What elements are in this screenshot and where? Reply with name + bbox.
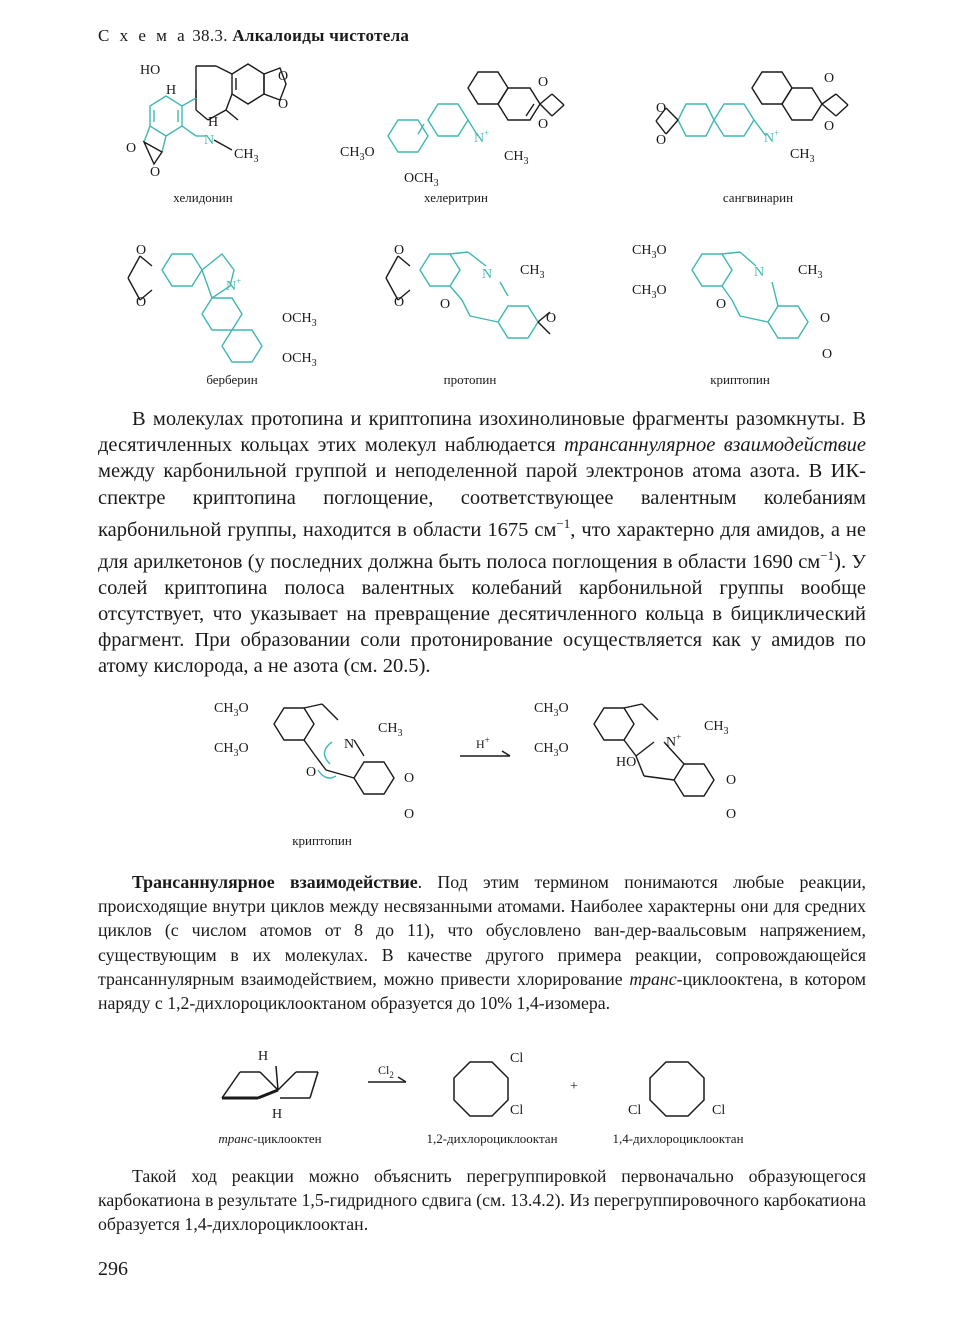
- text-span: ). У солей криптопина полоса валентных колебаний карбонильной группы вообще отсутствует, что указывает на превращение десятичленного кольца в бициклический фрагмент. При образовании соли протонирование осуществляется как у амидов по атому кислорода, а не азота (см. 20.5).: [98, 550, 866, 678]
- methoxy-label: CH: [340, 145, 360, 160]
- term-italic: трансаннулярное взаимодействие: [563, 434, 866, 457]
- text-span: . Под этим термином понимаются любые реакции, происходящие внутри циклов между несвязанными атомами. Наиболее характерны они для средних циклов (с числом атомов от 8 до 11), что обусловлено ван-дер-ваальсовым напряжением, существующим в их молекулах. В качестве другого примера реакции, сопровождающейся трансаннулярным взаимодействием, можно привести хлорирование: [98, 872, 866, 989]
- scheme-caption: [98, 26, 409, 46]
- methoxy-label: [632, 243, 667, 261]
- methoxy-label: CH: [632, 243, 652, 258]
- oxygen-label: O: [558, 701, 569, 716]
- methoxy-label: [214, 741, 249, 759]
- methyl-label: CH: [790, 147, 810, 162]
- oxygen-label: O: [538, 75, 549, 90]
- oxygen-label: O: [546, 311, 557, 326]
- chlorine-reagent: Cl: [378, 1063, 390, 1077]
- subscript: 3: [433, 178, 439, 189]
- scheme-title: Алкалоиды чистотела: [232, 26, 410, 45]
- caption-trans-cyclooctene: [170, 1131, 370, 1147]
- charge: +: [484, 128, 490, 138]
- caption-protopine: протопин: [443, 372, 497, 387]
- oxygen-label: O: [394, 243, 405, 258]
- oxygen-label: O: [656, 283, 667, 298]
- methoxy-label: [282, 351, 317, 369]
- text-span: В молекулах протопина и криптопина изохинолиновые фрагменты разомкнуты. В десятичленных кольцах этих молекул наблюдается: [98, 408, 866, 457]
- oxygen-label: O: [404, 771, 415, 786]
- charge: +: [236, 276, 242, 286]
- nitrogen-label: [666, 732, 681, 750]
- oxygen-label: O: [824, 71, 835, 86]
- nitrogen-label: N: [344, 737, 355, 752]
- subscript: 3: [253, 154, 259, 165]
- text-span: , что характерно для амидов, а не для арилкетонов (у последних должна быть полоса поглощения в области 1690 см: [98, 518, 866, 573]
- methoxy-label: [214, 701, 249, 719]
- oxygen-label: O: [656, 133, 667, 148]
- text-span: -циклооктена, в котором наряду с 1,2-дихлороциклооктаном образуется до 10% 1,4-изомера.: [98, 968, 867, 1014]
- methyl-label: [520, 263, 544, 281]
- proton-label: H: [476, 737, 485, 751]
- oxygen-label: O: [716, 297, 727, 312]
- methoxy-label: [534, 701, 569, 719]
- paragraph-text: Такой ход реакции можно объяснить перегруппировкой первоначально образующегося карбокатиона в результате 1,5-гидридного сдвига (см. 13.4.2). Из перегруппировочного карбокатиона образуется 1,4-дихлороциклооктан.: [98, 1166, 866, 1235]
- caption-cryptopine-reaction: криптопин: [292, 833, 352, 848]
- berberine-structure: [112, 236, 342, 376]
- hydrogen-label: H: [258, 1049, 269, 1064]
- compound-name: циклооктен: [257, 1131, 322, 1146]
- oxygen-label: O: [824, 119, 835, 134]
- chlorine-label: Cl: [712, 1103, 726, 1118]
- protopine-structure: [370, 236, 590, 376]
- methyl-label: [378, 721, 402, 739]
- nitrogen-label: [764, 128, 779, 146]
- nitrogen-label: [474, 128, 489, 146]
- methyl-label: CH: [704, 719, 724, 734]
- methyl-label: [798, 263, 822, 281]
- oxygen-label: O: [538, 117, 549, 132]
- cryptopine-structure: [632, 236, 862, 376]
- oxygen-label: O: [394, 295, 405, 310]
- paragraph-hydride-shift: [98, 1164, 866, 1237]
- paragraph-transannular: [98, 870, 866, 1015]
- methyl-label: CH: [798, 263, 818, 278]
- methyl-label: [504, 149, 528, 167]
- methoxy-label: OCH: [282, 351, 312, 366]
- scheme-number: 38.3.: [192, 26, 228, 45]
- oxygen-label: O: [238, 701, 249, 716]
- caption-chelidonine: хелидонин: [173, 190, 233, 205]
- methoxy-label: CH: [534, 741, 554, 756]
- subscript: 3: [397, 728, 403, 739]
- plus-sign: +: [570, 1079, 578, 1094]
- nitrogen-label: N: [204, 133, 215, 148]
- nitrogen-label: N: [754, 265, 765, 280]
- charge: +: [774, 128, 780, 138]
- caption-sanguinarine: сангвинарин: [722, 190, 794, 205]
- methoxy-label: CH: [214, 701, 234, 716]
- nitrogen-label: N: [482, 267, 493, 282]
- caption-dichloro-14: 1,4-дихлороциклооктан: [612, 1131, 744, 1146]
- oxygen-label: O: [150, 165, 161, 180]
- term-italic: транс: [629, 968, 677, 989]
- subscript: 3: [523, 156, 529, 167]
- subscript: 3: [553, 708, 559, 719]
- methyl-label: [790, 147, 814, 165]
- subscript: 3: [311, 318, 317, 329]
- hydroxyl-label: HO: [616, 755, 637, 770]
- oxygen-label: O: [558, 741, 569, 756]
- nitrogen-label: [226, 276, 241, 294]
- methyl-label: CH: [234, 147, 254, 162]
- charge: +: [484, 735, 490, 745]
- chlorine-reagent: [378, 1063, 394, 1080]
- chlorine-label: Cl: [510, 1051, 524, 1066]
- methoxy-label: CH: [632, 283, 652, 298]
- cryptopine-reaction: [214, 690, 774, 840]
- subscript: 3: [311, 358, 317, 369]
- oxygen-label: O: [278, 69, 289, 84]
- caption-chelerythrine: хелеритрин: [424, 190, 488, 205]
- nitrogen-label: N: [474, 131, 485, 146]
- subscript: 3: [553, 748, 559, 759]
- methoxy-label: [534, 741, 569, 759]
- ho-label: HO: [140, 63, 161, 78]
- page-number: 296: [98, 1258, 128, 1280]
- superscript: −1: [556, 515, 571, 531]
- oxygen-label: O: [364, 145, 375, 160]
- nitrogen-label: N: [226, 279, 237, 294]
- hydrogen-label: H: [272, 1107, 283, 1122]
- chlorine-label: Cl: [510, 1103, 524, 1118]
- nitrogen-label: N: [764, 131, 775, 146]
- methoxy-label: [282, 311, 317, 329]
- methoxy-label: OCH: [404, 171, 434, 186]
- methoxy-label: [404, 171, 439, 189]
- chelidonine-structure: [96, 50, 296, 190]
- chelerythrine-structure: [338, 58, 588, 188]
- methoxy-label: CH: [214, 741, 234, 756]
- scheme-lead: С х е м а: [98, 26, 188, 45]
- subscript: 3: [651, 290, 657, 301]
- oxygen-label: O: [136, 295, 147, 310]
- methoxy-label: [340, 145, 375, 163]
- sanguinarine-structure: [640, 58, 880, 178]
- h-label: H: [208, 115, 219, 130]
- oxygen-label: O: [820, 311, 831, 326]
- cyclooctene-chlorination: [200, 1044, 780, 1134]
- oxygen-label: O: [726, 807, 737, 822]
- subscript: 3: [723, 726, 729, 737]
- methyl-label: CH: [520, 263, 540, 278]
- subscript: 3: [539, 270, 545, 281]
- oxygen-label: O: [440, 297, 451, 312]
- subscript: 2: [389, 1070, 394, 1080]
- oxygen-label: O: [238, 741, 249, 756]
- nitrogen-label: N: [666, 735, 677, 750]
- superscript: −1: [820, 547, 835, 563]
- caption-dichloro-12: 1,2-дихлороциклооктан: [426, 1131, 558, 1146]
- subscript: 3: [233, 748, 239, 759]
- subscript: 3: [233, 708, 239, 719]
- oxygen-label: O: [656, 243, 667, 258]
- chlorine-label: Cl: [628, 1103, 642, 1118]
- term-italic: транс-: [218, 1131, 258, 1146]
- h-label: H: [166, 83, 177, 98]
- oxygen-label: O: [822, 347, 833, 362]
- oxygen-label: O: [656, 101, 667, 116]
- methyl-label: CH: [378, 721, 398, 736]
- charge: +: [676, 732, 682, 742]
- oxygen-label: O: [136, 243, 147, 258]
- oxygen-label: O: [278, 97, 289, 112]
- caption-berberine: берберин: [206, 372, 258, 387]
- oxygen-label: O: [306, 765, 317, 780]
- oxygen-label: O: [404, 807, 415, 822]
- oxygen-label: O: [726, 773, 737, 788]
- text-span: между карбонильной группой и неподеленной парой электронов атома азота. В ИК-спектре криптопина поглощение, соответствующее валентным колебаниям карбонильной группы, находится в области 1675 см: [98, 460, 866, 541]
- subscript: 3: [809, 154, 815, 165]
- methoxy-label: [632, 283, 667, 301]
- subscript: 3: [817, 270, 823, 281]
- subscript: 3: [359, 152, 365, 163]
- methyl-label: CH: [504, 149, 524, 164]
- paragraph-cryptopine: [98, 406, 866, 680]
- subscript: 3: [651, 250, 657, 261]
- oxygen-label: O: [126, 141, 137, 156]
- term-bold: Трансаннулярное взаимодействие: [132, 872, 418, 892]
- caption-cryptopine: криптопин: [710, 372, 770, 387]
- methoxy-label: OCH: [282, 311, 312, 326]
- methyl-label: [234, 147, 258, 165]
- proton-label: [476, 735, 490, 751]
- methyl-label: [704, 719, 728, 737]
- methoxy-label: CH: [534, 701, 554, 716]
